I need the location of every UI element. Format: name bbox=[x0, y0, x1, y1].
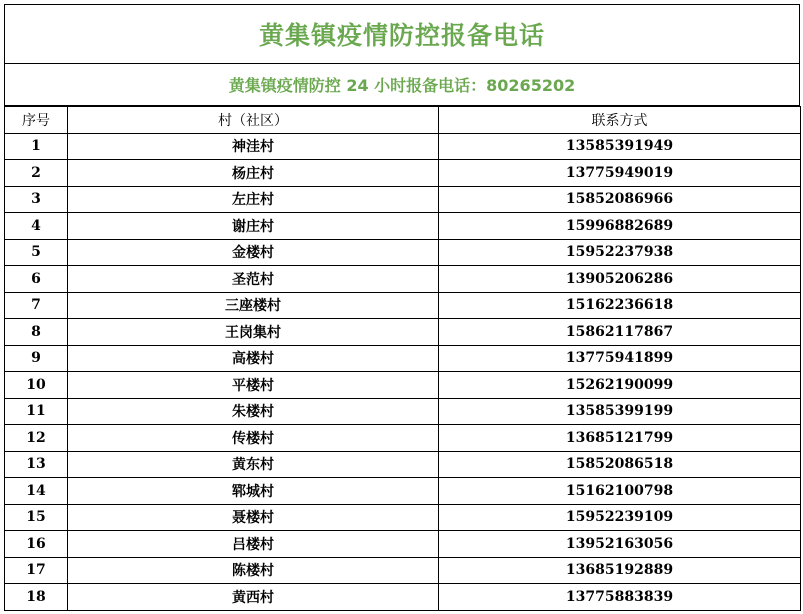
row-phone: 13775949019 bbox=[439, 160, 801, 187]
table-row bbox=[5, 133, 801, 160]
table-row bbox=[5, 292, 801, 319]
row-village: 谢庄村 bbox=[68, 213, 439, 240]
table-row bbox=[5, 584, 801, 611]
row-index: 8 bbox=[5, 319, 68, 346]
row-index: 13 bbox=[5, 451, 68, 478]
table-header-row bbox=[5, 107, 801, 134]
table-row bbox=[5, 186, 801, 213]
row-village: 郓城村 bbox=[68, 478, 439, 505]
row-phone: 13685192889 bbox=[439, 557, 801, 584]
row-village: 圣范村 bbox=[68, 266, 439, 293]
table-row bbox=[5, 213, 801, 240]
phone-list-sheet bbox=[4, 4, 800, 611]
row-village: 神洼村 bbox=[68, 133, 439, 160]
row-village: 平楼村 bbox=[68, 372, 439, 399]
table-row bbox=[5, 478, 801, 505]
row-village: 金楼村 bbox=[68, 239, 439, 266]
row-phone: 15852086518 bbox=[439, 451, 801, 478]
row-index: 9 bbox=[5, 345, 68, 372]
row-phone: 15996882689 bbox=[439, 213, 801, 240]
table-row bbox=[5, 266, 801, 293]
row-phone: 13775941899 bbox=[439, 345, 801, 372]
header-index: 序号 bbox=[5, 107, 68, 134]
row-phone: 13585391949 bbox=[439, 133, 801, 160]
row-index: 7 bbox=[5, 292, 68, 319]
row-index: 18 bbox=[5, 584, 68, 611]
row-index: 16 bbox=[5, 531, 68, 558]
row-index: 12 bbox=[5, 425, 68, 452]
row-index: 4 bbox=[5, 213, 68, 240]
row-phone: 13952163056 bbox=[439, 531, 801, 558]
row-phone: 13905206286 bbox=[439, 266, 801, 293]
row-index: 11 bbox=[5, 398, 68, 425]
row-phone: 15852086966 bbox=[439, 186, 801, 213]
row-village: 杨庄村 bbox=[68, 160, 439, 187]
row-village: 黄西村 bbox=[68, 584, 439, 611]
table-row bbox=[5, 160, 801, 187]
row-village: 聂楼村 bbox=[68, 504, 439, 531]
row-phone: 13685121799 bbox=[439, 425, 801, 452]
table-row bbox=[5, 239, 801, 266]
subtitle-row bbox=[4, 64, 800, 106]
row-phone: 15162236618 bbox=[439, 292, 801, 319]
row-village: 吕楼村 bbox=[68, 531, 439, 558]
table-row bbox=[5, 557, 801, 584]
table-row bbox=[5, 319, 801, 346]
row-village: 王岗集村 bbox=[68, 319, 439, 346]
table-row bbox=[5, 345, 801, 372]
table-row bbox=[5, 451, 801, 478]
row-index: 1 bbox=[5, 133, 68, 160]
row-phone: 13775883839 bbox=[439, 584, 801, 611]
row-index: 10 bbox=[5, 372, 68, 399]
page-title: 黄集镇疫情防控报备电话 bbox=[258, 21, 545, 50]
row-phone: 15952239109 bbox=[439, 504, 801, 531]
header-village: 村（社区） bbox=[68, 107, 439, 134]
row-phone: 15862117867 bbox=[439, 319, 801, 346]
row-index: 3 bbox=[5, 186, 68, 213]
table-row bbox=[5, 425, 801, 452]
title-row bbox=[4, 4, 800, 64]
row-village: 左庄村 bbox=[68, 186, 439, 213]
row-phone: 15952237938 bbox=[439, 239, 801, 266]
table-row bbox=[5, 504, 801, 531]
row-village: 高楼村 bbox=[68, 345, 439, 372]
header-contact: 联系方式 bbox=[439, 107, 801, 134]
row-phone: 15162100798 bbox=[439, 478, 801, 505]
row-index: 14 bbox=[5, 478, 68, 505]
row-index: 6 bbox=[5, 266, 68, 293]
row-index: 5 bbox=[5, 239, 68, 266]
row-village: 陈楼村 bbox=[68, 557, 439, 584]
row-phone: 15262190099 bbox=[439, 372, 801, 399]
row-index: 17 bbox=[5, 557, 68, 584]
row-village: 三座楼村 bbox=[68, 292, 439, 319]
contacts-table bbox=[4, 106, 801, 611]
table-row bbox=[5, 531, 801, 558]
table-row bbox=[5, 398, 801, 425]
row-village: 黄东村 bbox=[68, 451, 439, 478]
row-village: 传楼村 bbox=[68, 425, 439, 452]
row-index: 15 bbox=[5, 504, 68, 531]
row-village: 朱楼村 bbox=[68, 398, 439, 425]
table-row bbox=[5, 372, 801, 399]
row-index: 2 bbox=[5, 160, 68, 187]
row-phone: 13585399199 bbox=[439, 398, 801, 425]
hotline-subtitle: 黄集镇疫情防控 24 小时报备电话：80265202 bbox=[228, 76, 576, 95]
